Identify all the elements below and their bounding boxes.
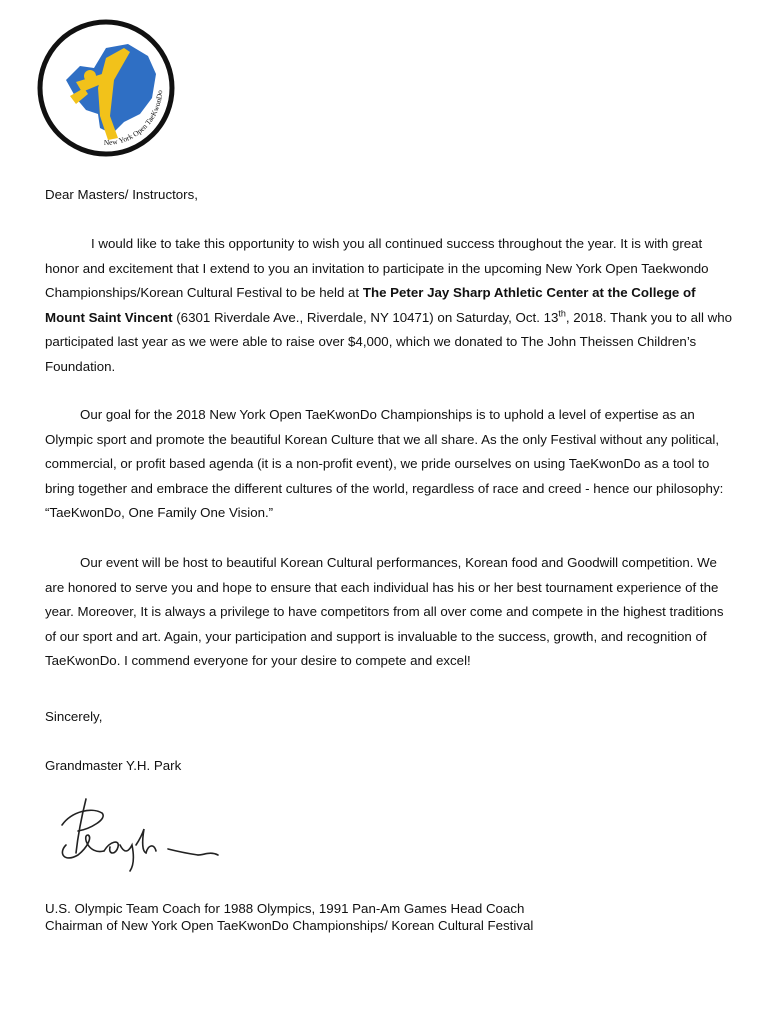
paragraph-goal [45,403,733,526]
logo-icon [36,18,176,158]
paragraph-3-text: Our event will be host to beautiful Korean Cultural performances, Korean food and Goodwill competition. We are honored to serve you and hope to ensure that each individual has his or her best tournament experience of the year. Moreover, It is always a privilege to have competitors from all over come and compete in the highest traditions of our sport and art. Again, your participation and support is invaluable to the success, growth, and recognition of TaeKwonDo. I commend everyone for your desire to compete and excel! [45,555,724,669]
paragraph-1-text-b: (6301 Riverdale Ave., Riverdale, NY 10471) on Saturday, Oct. 13 [172,309,559,325]
venue-name: The Peter Jay Sharp Athletic Center at the College of Mount Saint Vincent [45,285,696,325]
paragraph-invitation [45,232,733,380]
date-suffix: th [558,308,566,319]
signer-titles [45,900,533,934]
signer-name: Grandmaster Y.H. Park [45,758,182,773]
paragraph-2-text: Our goal for the 2018 New York Open TaeKwonDo Championships is to uphold a level of expertise as an Olympic sport and promote the beautiful Korean Culture that we all share. As the only Festival without any political, commercial, or profit based agenda (it is a non-profit event), we pride ourselves on using TaeKwonDo as a tool to bring together and embrace the different cultures of the world, regardless of race and creed - hence our philosophy: “TaeKwonDo, One Family One Vision.” [45,407,724,521]
logo-arc-text: New York Open TaeKwonDo [103,89,165,147]
signer-title-2: Chairman of New York Open TaeKwonDo Championships/ Korean Cultural Festival [45,918,534,933]
salutation: Dear Masters/ Instructors, [45,187,198,202]
signature-image [48,795,228,875]
organization-logo [36,18,176,158]
paragraph-1-text-a: I would like to take this opportunity to wish you all continued success throughout the year. It is with great honor and excitement that I extend to you an invitation to participate in the upcoming New York Open Taekwondo Championships/Korean Cultural Festival to be held at [45,236,709,301]
handwritten-signature-icon [48,795,228,875]
paragraph-event [45,551,733,674]
paragraph-1-text-c: , 2018. Thank you to all who participated last year as we were able to raise over $4,000, which we donated to The John Theissen Children’s Foundation. [45,309,732,374]
signer-title-1: U.S. Olympic Team Coach for 1988 Olympics, 1991 Pan-Am Games Head Coach [45,901,525,916]
closing: Sincerely, [45,709,103,724]
